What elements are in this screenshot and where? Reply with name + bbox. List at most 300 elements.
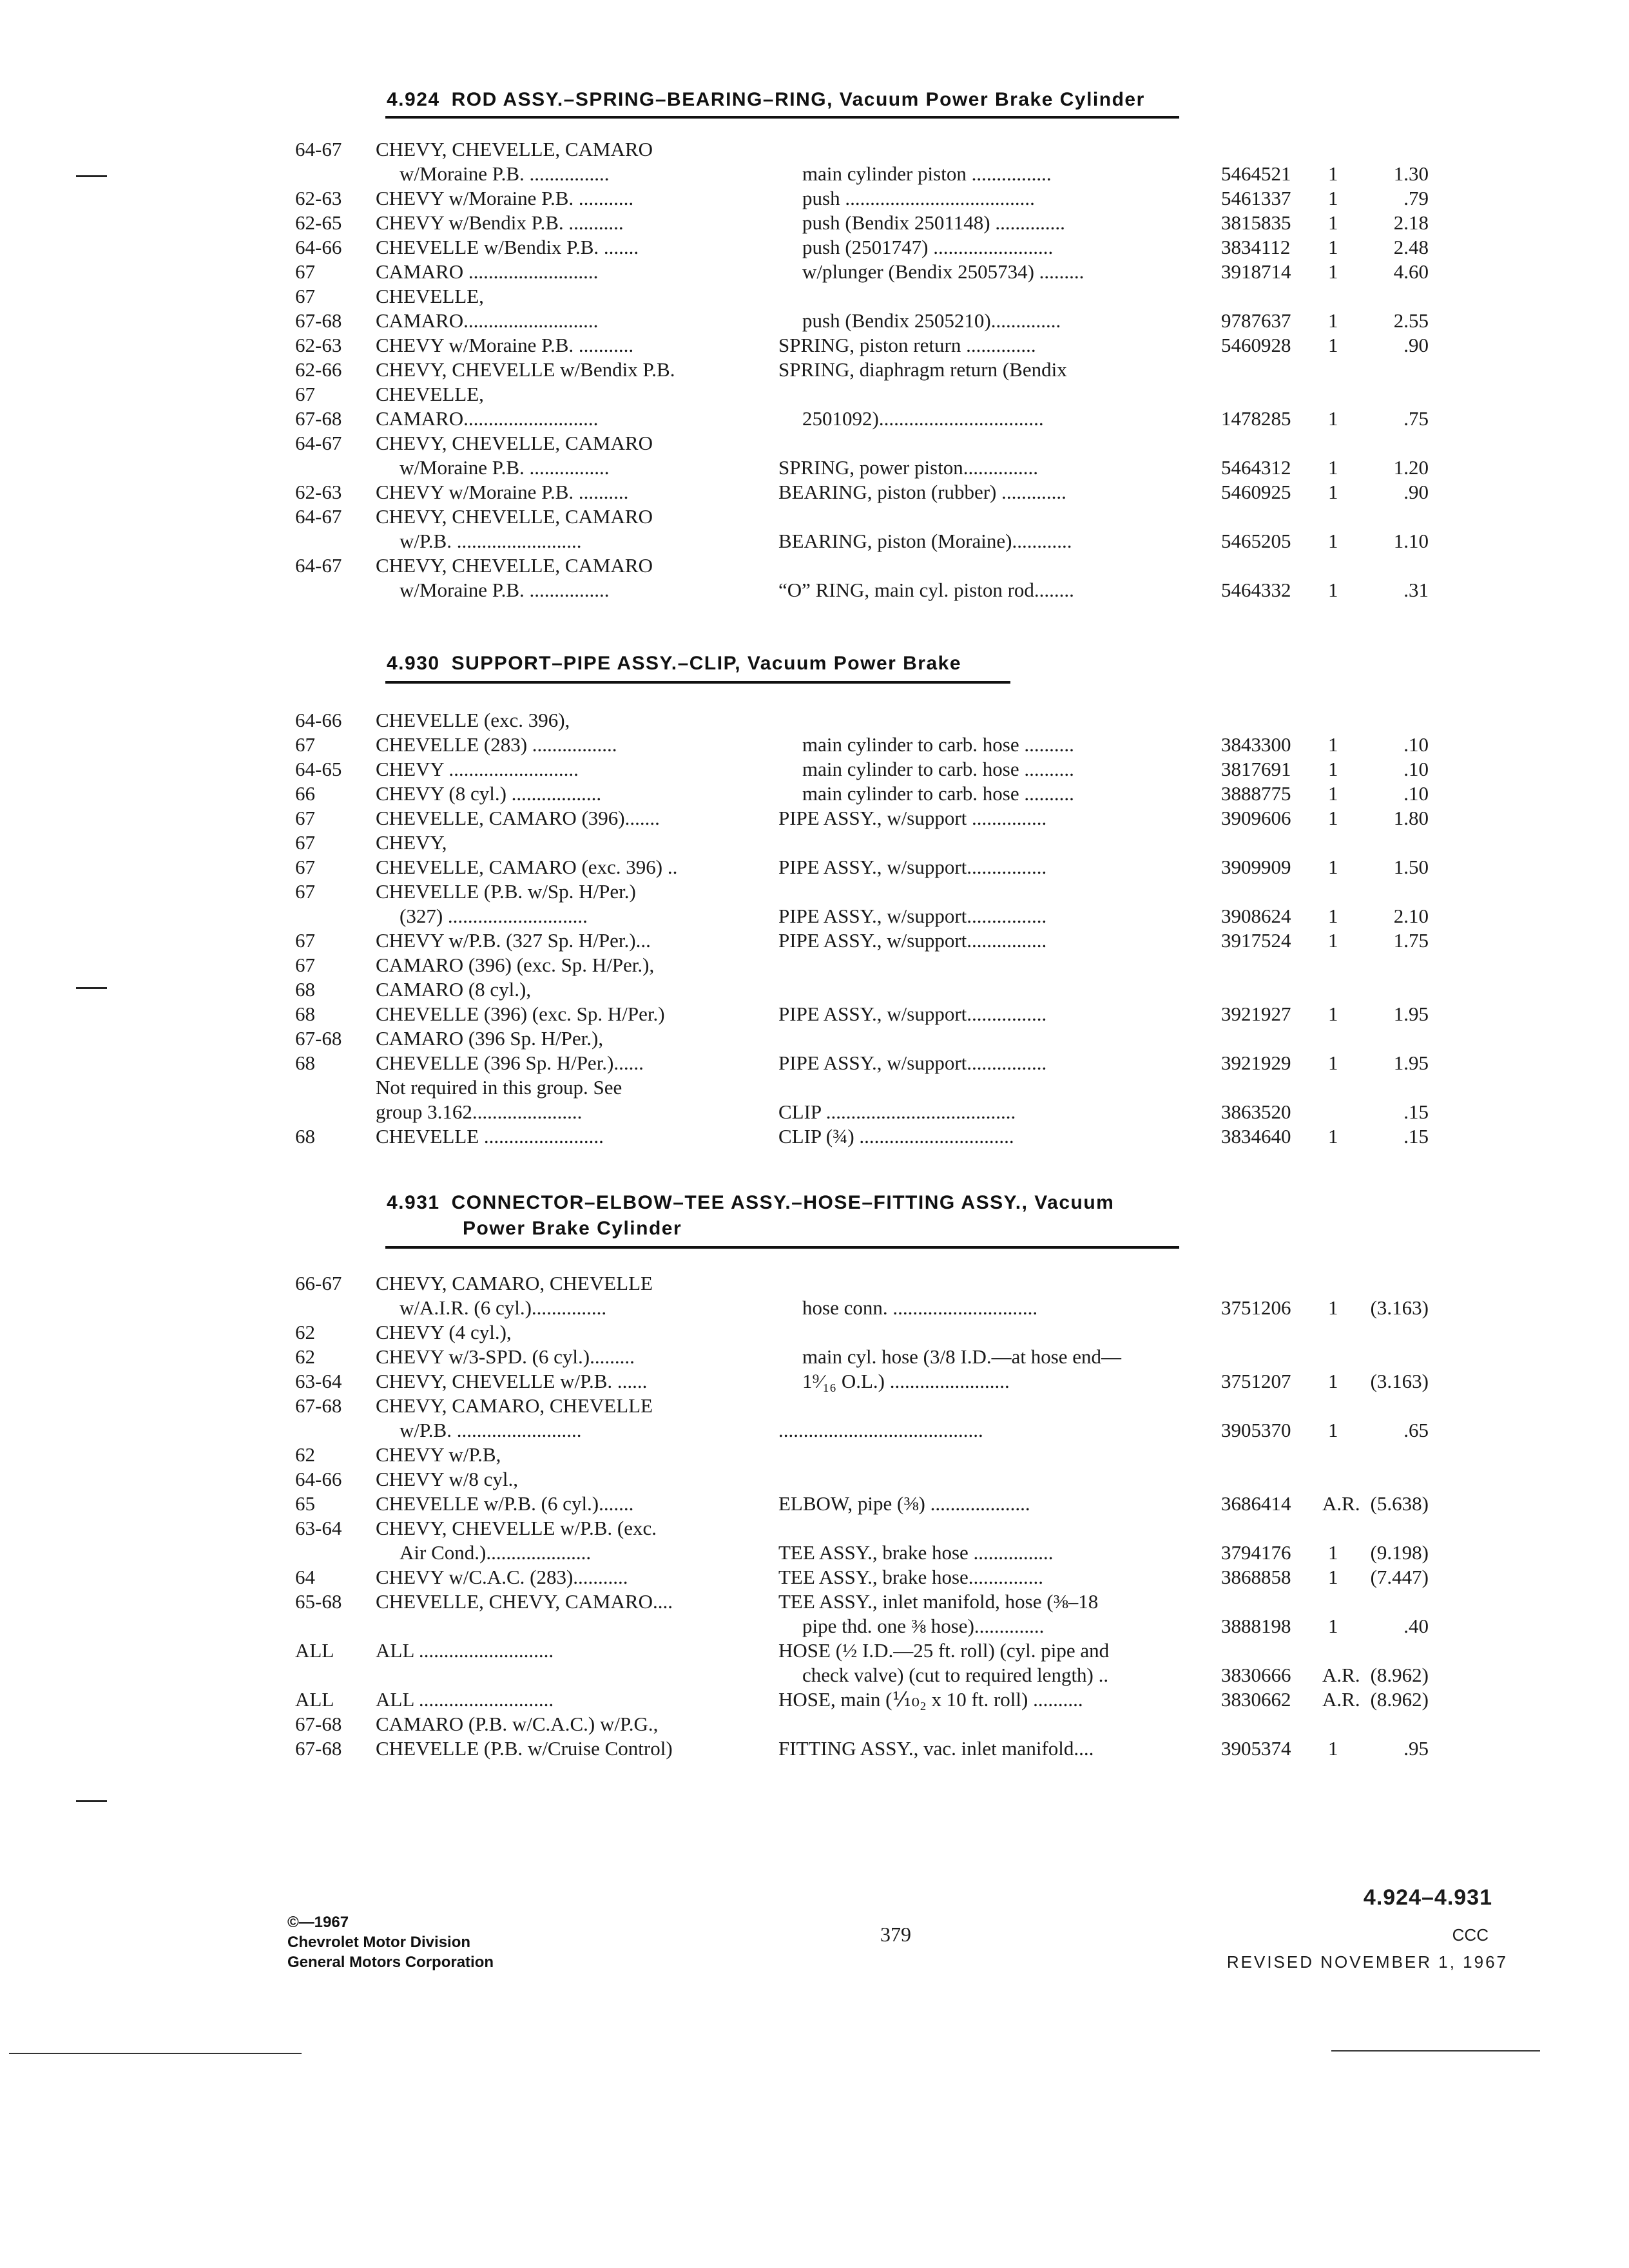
section-rule bbox=[385, 116, 1179, 119]
table-row bbox=[0, 732, 1629, 758]
part-number-cell: 3830662 bbox=[1221, 1688, 1291, 1711]
quantity-cell: 1 bbox=[1328, 187, 1338, 209]
price-cell: 1.95 bbox=[1393, 1003, 1429, 1025]
table-row bbox=[0, 1295, 1629, 1321]
description-cell: TEE ASSY., inlet manifold, hose (⅜–18 bbox=[778, 1590, 1099, 1613]
section-header-4931 bbox=[387, 1192, 1114, 1240]
quantity-cell: 1 bbox=[1328, 1615, 1338, 1637]
table-row bbox=[0, 455, 1629, 481]
price-cell: 2.55 bbox=[1393, 309, 1429, 332]
quantity-cell: 1 bbox=[1328, 1566, 1338, 1588]
year-cell: 62 bbox=[295, 1443, 315, 1466]
table-row bbox=[0, 1540, 1629, 1566]
part-number-cell: 3686414 bbox=[1221, 1492, 1291, 1515]
year-cell: 67-68 bbox=[295, 309, 342, 332]
price-cell: .79 bbox=[1403, 187, 1429, 209]
part-number-cell: 3868858 bbox=[1221, 1566, 1291, 1588]
price-cell: (5.638) bbox=[1370, 1492, 1429, 1515]
table-row bbox=[0, 430, 1629, 456]
application-cell: CHEVELLE (exc. 396), bbox=[376, 709, 570, 731]
table-row bbox=[0, 903, 1629, 929]
part-number-cell: 3909909 bbox=[1221, 856, 1291, 878]
application-cell: CHEVELLE (396) (exc. Sp. H/Per.) bbox=[376, 1003, 665, 1025]
application-cell: CHEVELLE ........................ bbox=[376, 1125, 604, 1148]
table-row bbox=[0, 1736, 1629, 1762]
application-cell: CHEVY, CHEVELLE, CAMARO bbox=[376, 138, 653, 160]
year-cell: 64-66 bbox=[295, 709, 342, 731]
description-cell: push (Bendix 2501148) .............. bbox=[802, 211, 1065, 234]
description-cell: check valve) (cut to required length) .. bbox=[802, 1664, 1109, 1686]
price-cell: .10 bbox=[1403, 758, 1429, 780]
quantity-cell: 1 bbox=[1328, 162, 1338, 185]
description-cell: main cylinder to carb. hose .......... bbox=[802, 733, 1074, 756]
application-cell: CHEVY, CHEVELLE w/P.B. (exc. bbox=[376, 1517, 657, 1539]
year-cell: 64-67 bbox=[295, 554, 342, 577]
year-cell: 66-67 bbox=[295, 1272, 342, 1294]
table-row bbox=[0, 1320, 1629, 1345]
price-cell: 1.80 bbox=[1393, 807, 1429, 829]
application-cell: w/A.I.R. (6 cyl.)............... bbox=[400, 1296, 607, 1319]
application-cell: CHEVELLE, CAMARO (396)....... bbox=[376, 807, 660, 829]
part-number-cell: 3834112 bbox=[1221, 236, 1291, 258]
year-cell: 62-66 bbox=[295, 358, 342, 381]
year-cell: 67-68 bbox=[295, 407, 342, 430]
table-row bbox=[0, 781, 1629, 807]
corporation: General Motors Corporation bbox=[287, 1954, 494, 1971]
year-cell: 62-65 bbox=[295, 211, 342, 234]
description-cell: SPRING, power piston............... bbox=[778, 456, 1039, 479]
margin-mark bbox=[76, 175, 107, 177]
table-row bbox=[0, 1466, 1629, 1492]
price-cell: 1.10 bbox=[1393, 530, 1429, 552]
application-cell: group 3.162...................... bbox=[376, 1100, 583, 1123]
application-cell: CHEVELLE (396 Sp. H/Per.)...... bbox=[376, 1052, 644, 1074]
description-cell: push (2501747) ........................ bbox=[802, 236, 1054, 258]
application-cell: CHEVY w/Moraine P.B. ........... bbox=[376, 334, 634, 356]
quantity-cell: 1 bbox=[1328, 1052, 1338, 1074]
price-cell: 4.60 bbox=[1393, 260, 1429, 283]
quantity-cell: 1 bbox=[1328, 309, 1338, 332]
footer-publisher bbox=[287, 1912, 494, 1972]
application-cell: CAMARO........................... bbox=[376, 407, 599, 430]
description-cell: PIPE ASSY., w/support................ bbox=[778, 1003, 1047, 1025]
application-cell: CHEVY w/P.B, bbox=[376, 1443, 501, 1466]
application-cell: w/Moraine P.B. ................ bbox=[400, 579, 610, 601]
year-cell: 67 bbox=[295, 880, 315, 903]
table-row bbox=[0, 1613, 1629, 1639]
table-row bbox=[0, 259, 1629, 285]
quantity-cell: 1 bbox=[1328, 334, 1338, 356]
application-cell: CHEVY w/3-SPD. (6 cyl.)......... bbox=[376, 1345, 635, 1368]
part-number-cell: 3917524 bbox=[1221, 929, 1291, 952]
description-cell: PIPE ASSY., w/support................ bbox=[778, 856, 1047, 878]
part-number-cell: 3905370 bbox=[1221, 1419, 1291, 1441]
description-cell: CLIP (¾) ............................... bbox=[778, 1125, 1014, 1148]
price-cell: (3.163) bbox=[1370, 1370, 1429, 1392]
year-cell: 67-68 bbox=[295, 1737, 342, 1760]
section-rule bbox=[385, 1246, 1179, 1249]
price-cell: 2.18 bbox=[1393, 211, 1429, 234]
copyright: ©—1967 bbox=[287, 1914, 349, 1931]
page-number: 379 bbox=[880, 1923, 911, 1946]
table-row bbox=[0, 1393, 1629, 1419]
description-cell: ELBOW, pipe (⅜) .................... bbox=[778, 1492, 1030, 1515]
quantity-cell: A.R. bbox=[1322, 1664, 1360, 1686]
application-cell: CHEVY (4 cyl.), bbox=[376, 1321, 512, 1343]
description-cell: CLIP ...................................... bbox=[778, 1100, 1016, 1123]
part-number-cell: 3815835 bbox=[1221, 211, 1291, 234]
part-number-cell: 3751206 bbox=[1221, 1296, 1291, 1319]
part-number-cell: 9787637 bbox=[1221, 309, 1291, 332]
table-row bbox=[0, 1515, 1629, 1541]
year-cell: 65-68 bbox=[295, 1590, 342, 1613]
part-number-cell: 3843300 bbox=[1221, 733, 1291, 756]
price-cell: (7.447) bbox=[1370, 1566, 1429, 1588]
year-cell: 62 bbox=[295, 1321, 315, 1343]
group-range: 4.924–4.931 bbox=[1363, 1885, 1492, 1910]
table-row bbox=[0, 1711, 1629, 1737]
price-cell: .90 bbox=[1403, 334, 1429, 356]
part-number-cell: 3908624 bbox=[1221, 905, 1291, 927]
price-cell: .65 bbox=[1403, 1419, 1429, 1441]
table-row bbox=[0, 284, 1629, 309]
table-row bbox=[0, 210, 1629, 236]
year-cell: 67 bbox=[295, 831, 315, 854]
description-cell: 1⁹⁄₁₆ O.L.) ........................ bbox=[802, 1370, 1010, 1392]
application-cell: w/Moraine P.B. ................ bbox=[400, 162, 610, 185]
application-cell: CHEVY w/C.A.C. (283)........... bbox=[376, 1566, 628, 1588]
description-cell: ......................................... bbox=[778, 1419, 983, 1441]
bottom-rule-left bbox=[9, 2053, 302, 2054]
year-cell: 63-64 bbox=[295, 1370, 342, 1392]
year-cell: 66 bbox=[295, 782, 315, 805]
year-cell: 64-65 bbox=[295, 758, 342, 780]
part-number-cell: 5465205 bbox=[1221, 530, 1291, 552]
table-row bbox=[0, 1589, 1629, 1615]
table-row bbox=[0, 1369, 1629, 1394]
price-cell: 1.95 bbox=[1393, 1052, 1429, 1074]
part-number-cell: 5464332 bbox=[1221, 579, 1291, 601]
description-cell: 2501092)................................. bbox=[802, 407, 1044, 430]
table-row bbox=[0, 805, 1629, 831]
price-cell: .90 bbox=[1403, 481, 1429, 503]
table-row bbox=[0, 830, 1629, 856]
description-cell: “O” RING, main cyl. piston rod........ bbox=[778, 579, 1074, 601]
price-cell: .95 bbox=[1403, 1737, 1429, 1760]
application-cell: CHEVELLE, CHEVY, CAMARO.... bbox=[376, 1590, 673, 1613]
part-number-cell: 3794176 bbox=[1221, 1541, 1291, 1564]
application-cell: CHEVY w/Bendix P.B. ........... bbox=[376, 211, 624, 234]
year-cell: 67 bbox=[295, 383, 315, 405]
application-cell: CHEVY, CHEVELLE w/Bendix P.B. bbox=[376, 358, 675, 381]
description-cell: PIPE ASSY., w/support................ bbox=[778, 905, 1047, 927]
table-row bbox=[0, 1687, 1629, 1713]
quantity-cell: 1 bbox=[1328, 758, 1338, 780]
price-cell: .10 bbox=[1403, 733, 1429, 756]
year-cell: 64-67 bbox=[295, 505, 342, 528]
section-number: 4.924 bbox=[387, 89, 440, 110]
table-row bbox=[0, 161, 1629, 187]
quantity-cell: A.R. bbox=[1322, 1492, 1360, 1515]
part-number-cell: 5460925 bbox=[1221, 481, 1291, 503]
table-row bbox=[0, 1001, 1629, 1027]
application-cell: CAMARO (8 cyl.), bbox=[376, 978, 532, 1001]
application-cell: CHEVY, CHEVELLE, CAMARO bbox=[376, 554, 653, 577]
part-number-cell: 5460928 bbox=[1221, 334, 1291, 356]
table-row bbox=[0, 1099, 1629, 1125]
application-cell: CHEVELLE, CAMARO (exc. 396) .. bbox=[376, 856, 678, 878]
table-row bbox=[0, 1418, 1629, 1443]
description-cell: PIPE ASSY., w/support ............... bbox=[778, 807, 1047, 829]
part-number-cell: 3921927 bbox=[1221, 1003, 1291, 1025]
year-cell: 64-66 bbox=[295, 236, 342, 258]
table-row bbox=[0, 1662, 1629, 1688]
price-cell: .40 bbox=[1403, 1615, 1429, 1637]
year-cell: 68 bbox=[295, 978, 315, 1001]
description-cell: push ...................................... bbox=[802, 187, 1035, 209]
quantity-cell: 1 bbox=[1328, 1419, 1338, 1441]
application-cell: CAMARO .......................... bbox=[376, 260, 599, 283]
application-cell: CAMARO (P.B. w/C.A.C.) w/P.G., bbox=[376, 1713, 659, 1735]
table-row bbox=[0, 1026, 1629, 1052]
section-subtitle: Power Brake Cylinder bbox=[463, 1218, 682, 1239]
table-row bbox=[0, 952, 1629, 978]
table-row bbox=[0, 186, 1629, 211]
application-cell: CHEVY w/8 cyl., bbox=[376, 1468, 518, 1490]
price-cell: (9.198) bbox=[1370, 1541, 1429, 1564]
year-cell: 68 bbox=[295, 1125, 315, 1148]
table-row bbox=[0, 528, 1629, 554]
margin-mark bbox=[76, 987, 107, 989]
table-row bbox=[0, 332, 1629, 358]
quantity-cell: 1 bbox=[1328, 1125, 1338, 1148]
quantity-cell: 1 bbox=[1328, 856, 1338, 878]
table-row bbox=[0, 553, 1629, 579]
application-cell: CAMARO (396 Sp. H/Per.), bbox=[376, 1027, 604, 1050]
description-cell: main cyl. hose (3/8 I.D.—at hose end— bbox=[802, 1345, 1122, 1368]
year-cell: 68 bbox=[295, 1003, 315, 1025]
application-cell: CHEVY, bbox=[376, 831, 447, 854]
description-cell: FITTING ASSY., vac. inlet manifold.... bbox=[778, 1737, 1094, 1760]
part-number-cell: 3817691 bbox=[1221, 758, 1291, 780]
part-number-cell: 3918714 bbox=[1221, 260, 1291, 283]
description-cell: HOSE (½ I.D.—25 ft. roll) (cyl. pipe and bbox=[778, 1639, 1110, 1662]
description-cell: SPRING, piston return .............. bbox=[778, 334, 1036, 356]
price-cell: 1.75 bbox=[1393, 929, 1429, 952]
year-cell: 67 bbox=[295, 285, 315, 307]
application-cell: w/Moraine P.B. ................ bbox=[400, 456, 610, 479]
quantity-cell: 1 bbox=[1328, 1541, 1338, 1564]
table-row bbox=[0, 406, 1629, 432]
table-row bbox=[0, 1442, 1629, 1468]
quantity-cell: 1 bbox=[1328, 1370, 1338, 1392]
table-row bbox=[0, 1075, 1629, 1100]
application-cell: CHEVY w/P.B. (327 Sp. H/Per.)... bbox=[376, 929, 651, 952]
application-cell: CHEVY, CHEVELLE, CAMARO bbox=[376, 505, 653, 528]
quantity-cell: A.R. bbox=[1322, 1688, 1360, 1711]
application-cell: CHEVY (8 cyl.) .................. bbox=[376, 782, 602, 805]
price-cell: (8.962) bbox=[1370, 1664, 1429, 1686]
section-header-4924 bbox=[387, 89, 1145, 111]
description-cell: BEARING, piston (Moraine)............ bbox=[778, 530, 1072, 552]
price-cell: .10 bbox=[1403, 782, 1429, 805]
description-cell: w/plunger (Bendix 2505734) ......... bbox=[802, 260, 1084, 283]
section-title: ROD ASSY.–SPRING–BEARING–RING, Vacuum Power Brake Cylinder bbox=[451, 89, 1145, 110]
application-cell: CHEVELLE w/P.B. (6 cyl.)....... bbox=[376, 1492, 634, 1515]
table-row bbox=[0, 1564, 1629, 1590]
description-cell: TEE ASSY., brake hose............... bbox=[778, 1566, 1044, 1588]
price-cell: 2.10 bbox=[1393, 905, 1429, 927]
application-cell: CHEVY, CAMARO, CHEVELLE bbox=[376, 1272, 653, 1294]
part-number-cell: 3905374 bbox=[1221, 1737, 1291, 1760]
price-cell: .75 bbox=[1403, 407, 1429, 430]
margin-mark bbox=[76, 1800, 107, 1802]
application-cell: CHEVELLE, bbox=[376, 285, 484, 307]
part-number-cell: 3888775 bbox=[1221, 782, 1291, 805]
part-number-cell: 3863520 bbox=[1221, 1100, 1291, 1123]
table-row bbox=[0, 1050, 1629, 1076]
section-title: SUPPORT–PIPE ASSY.–CLIP, Vacuum Power Brake bbox=[451, 653, 962, 674]
price-cell: .15 bbox=[1403, 1125, 1429, 1148]
year-cell: 67 bbox=[295, 929, 315, 952]
year-cell: 64-67 bbox=[295, 138, 342, 160]
year-cell: 65 bbox=[295, 1492, 315, 1515]
application-cell: CHEVELLE (P.B. w/Sp. H/Per.) bbox=[376, 880, 636, 903]
description-cell: PIPE ASSY., w/support................ bbox=[778, 929, 1047, 952]
description-cell: PIPE ASSY., w/support................ bbox=[778, 1052, 1047, 1074]
quantity-cell: 1 bbox=[1328, 407, 1338, 430]
table-row bbox=[0, 308, 1629, 334]
table-row bbox=[0, 235, 1629, 260]
description-cell: BEARING, piston (rubber) ............. bbox=[778, 481, 1066, 503]
application-cell: CHEVY w/Moraine P.B. .......... bbox=[376, 481, 629, 503]
year-cell: 67 bbox=[295, 856, 315, 878]
application-cell: ALL ........................... bbox=[376, 1639, 554, 1662]
year-cell: ALL bbox=[295, 1688, 334, 1711]
quantity-cell: 1 bbox=[1328, 236, 1338, 258]
part-number-cell: 3834640 bbox=[1221, 1125, 1291, 1148]
part-number-cell: 3830666 bbox=[1221, 1664, 1291, 1686]
section-number: 4.930 bbox=[387, 653, 440, 674]
part-number-cell: 3909606 bbox=[1221, 807, 1291, 829]
application-cell: CHEVY, CAMARO, CHEVELLE bbox=[376, 1394, 653, 1417]
price-cell: 2.48 bbox=[1393, 236, 1429, 258]
table-row bbox=[0, 357, 1629, 383]
year-cell: 64-66 bbox=[295, 1468, 342, 1490]
year-cell: 62 bbox=[295, 1345, 315, 1368]
part-number-cell: 5461337 bbox=[1221, 187, 1291, 209]
quantity-cell: 1 bbox=[1328, 807, 1338, 829]
table-row bbox=[0, 479, 1629, 505]
application-cell: Air Cond.)..................... bbox=[400, 1541, 592, 1564]
quantity-cell: 1 bbox=[1328, 211, 1338, 234]
year-cell: 62-63 bbox=[295, 334, 342, 356]
quantity-cell: 1 bbox=[1328, 260, 1338, 283]
year-cell: 67 bbox=[295, 733, 315, 756]
table-row bbox=[0, 137, 1629, 162]
application-cell: CHEVY, CHEVELLE, CAMARO bbox=[376, 432, 653, 454]
application-cell: CHEVELLE (283) ................. bbox=[376, 733, 617, 756]
application-cell: CHEVY, CHEVELLE w/P.B. ...... bbox=[376, 1370, 648, 1392]
table-row bbox=[0, 1638, 1629, 1664]
price-cell: (3.163) bbox=[1370, 1296, 1429, 1319]
application-cell: (327) ............................ bbox=[400, 905, 588, 927]
description-cell: pipe thd. one ⅜ hose).............. bbox=[802, 1615, 1045, 1637]
section-title: CONNECTOR–ELBOW–TEE ASSY.–HOSE–FITTING ASSY., Vacuum bbox=[451, 1192, 1115, 1213]
bottom-rule-right bbox=[1331, 2050, 1540, 2052]
price-cell: .31 bbox=[1403, 579, 1429, 601]
description-cell: TEE ASSY., brake hose ................ bbox=[778, 1541, 1054, 1564]
quantity-cell: 1 bbox=[1328, 929, 1338, 952]
application-cell: CHEVY w/Moraine P.B. ........... bbox=[376, 187, 634, 209]
description-cell: main cylinder to carb. hose .......... bbox=[802, 758, 1074, 780]
application-cell: w/P.B. ......................... bbox=[400, 530, 582, 552]
table-row bbox=[0, 1124, 1629, 1149]
table-row bbox=[0, 504, 1629, 530]
year-cell: ALL bbox=[295, 1639, 334, 1662]
code-label: CCC bbox=[1452, 1925, 1489, 1945]
table-row bbox=[0, 977, 1629, 1003]
price-cell: (8.962) bbox=[1370, 1688, 1429, 1711]
table-row bbox=[0, 577, 1629, 603]
part-number-cell: 3888198 bbox=[1221, 1615, 1291, 1637]
year-cell: 67 bbox=[295, 260, 315, 283]
table-row bbox=[0, 854, 1629, 880]
quantity-cell: 1 bbox=[1328, 530, 1338, 552]
table-row bbox=[0, 1344, 1629, 1370]
year-cell: 67-68 bbox=[295, 1027, 342, 1050]
year-cell: 67 bbox=[295, 807, 315, 829]
table-row bbox=[0, 381, 1629, 407]
application-cell: w/P.B. ......................... bbox=[400, 1419, 582, 1441]
price-cell: 1.30 bbox=[1393, 162, 1429, 185]
price-cell: .15 bbox=[1403, 1100, 1429, 1123]
quantity-cell: 1 bbox=[1328, 782, 1338, 805]
year-cell: 67-68 bbox=[295, 1713, 342, 1735]
division: Chevrolet Motor Division bbox=[287, 1934, 471, 1951]
part-number-cell: 1478285 bbox=[1221, 407, 1291, 430]
year-cell: 67-68 bbox=[295, 1394, 342, 1417]
table-row bbox=[0, 756, 1629, 782]
application-cell: CAMARO (396) (exc. Sp. H/Per.), bbox=[376, 954, 655, 976]
part-number-cell: 3921929 bbox=[1221, 1052, 1291, 1074]
section-number: 4.931 bbox=[387, 1192, 440, 1213]
quantity-cell: 1 bbox=[1328, 733, 1338, 756]
quantity-cell: 1 bbox=[1328, 1003, 1338, 1025]
part-number-cell: 5464312 bbox=[1221, 456, 1291, 479]
description-cell: SPRING, diaphragm return (Bendix bbox=[778, 358, 1067, 381]
section-header-4930 bbox=[387, 653, 961, 675]
quantity-cell: 1 bbox=[1328, 456, 1338, 479]
year-cell: 64 bbox=[295, 1566, 315, 1588]
year-cell: 67 bbox=[295, 954, 315, 976]
description-cell: main cylinder to carb. hose .......... bbox=[802, 782, 1074, 805]
year-cell: 64-67 bbox=[295, 432, 342, 454]
application-cell: CHEVELLE, bbox=[376, 383, 484, 405]
year-cell: 63-64 bbox=[295, 1517, 342, 1539]
description-cell: hose conn. ............................. bbox=[802, 1296, 1038, 1319]
table-row bbox=[0, 879, 1629, 905]
table-row bbox=[0, 1271, 1629, 1296]
table-row bbox=[0, 707, 1629, 733]
application-cell: CHEVELLE (P.B. w/Cruise Control) bbox=[376, 1737, 673, 1760]
application-cell: ALL ........................... bbox=[376, 1688, 554, 1711]
year-cell: 62-63 bbox=[295, 187, 342, 209]
price-cell: 1.50 bbox=[1393, 856, 1429, 878]
quantity-cell: 1 bbox=[1328, 1737, 1338, 1760]
description-cell: main cylinder piston ................ bbox=[802, 162, 1052, 185]
part-number-cell: 3751207 bbox=[1221, 1370, 1291, 1392]
